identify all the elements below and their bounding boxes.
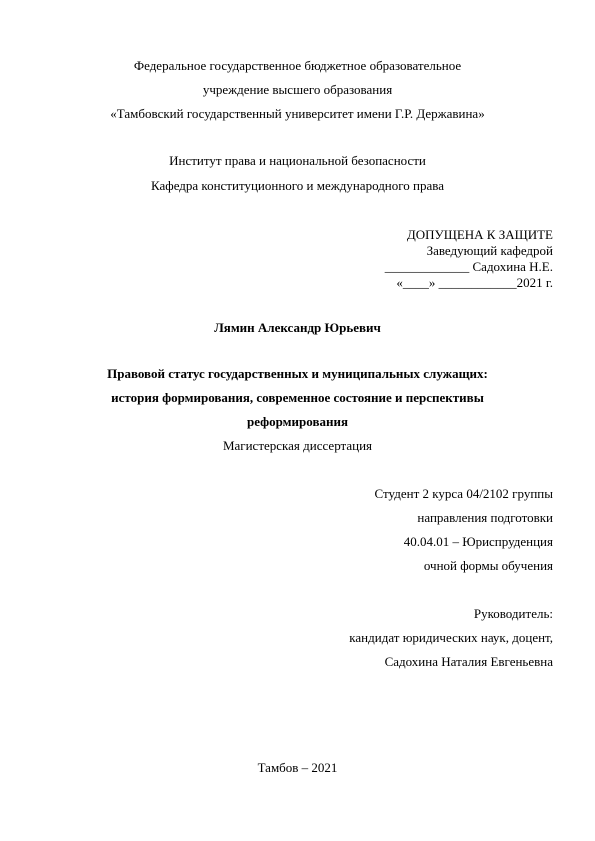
institute-name: Институт права и национальной безопасности: [169, 153, 426, 168]
thesis-title-line-1: Правовой статус государственных и муниципальных служащих:: [107, 366, 488, 381]
student-line-1: Студент 2 курса 04/2102 группы: [374, 486, 553, 501]
supervisor-label: Руководитель:: [473, 606, 553, 621]
university-name: «Тамбовский государственный университет имени Г.Р. Державина»: [110, 106, 485, 121]
supervisor-name: Садохина Наталия Евгеньевна: [384, 654, 553, 669]
student-line-3: 40.04.01 – Юриспруденция: [403, 534, 553, 549]
thesis-title-line-3: реформирования: [247, 414, 348, 429]
approval-date: «____» ____________2021 г.: [396, 275, 553, 290]
approval-signature: _____________ Садохина Н.Е.: [384, 259, 553, 274]
thesis-title-line-2: история формирования, современное состояние и перспективы: [111, 390, 484, 405]
supervisor-degree: кандидат юридических наук, доцент,: [349, 630, 553, 645]
approval-title: ДОПУЩЕНА К ЗАЩИТЕ: [406, 227, 553, 242]
approval-role: Заведующий кафедрой: [426, 243, 553, 258]
footer-city-year: Тамбов – 2021: [257, 760, 338, 775]
student-line-4: очной формы обучения: [423, 558, 553, 573]
thesis-type: Магистерская диссертация: [222, 438, 373, 453]
header-line-2: учреждение высшего образования: [202, 82, 393, 97]
department-name: Кафедра конституционного и международного права: [151, 178, 444, 193]
header-line-1: Федеральное государственное бюджетное образовательное: [133, 58, 462, 73]
author-name: Лямин Александр Юрьевич: [214, 320, 381, 335]
student-line-2: направления подготовки: [417, 510, 553, 525]
